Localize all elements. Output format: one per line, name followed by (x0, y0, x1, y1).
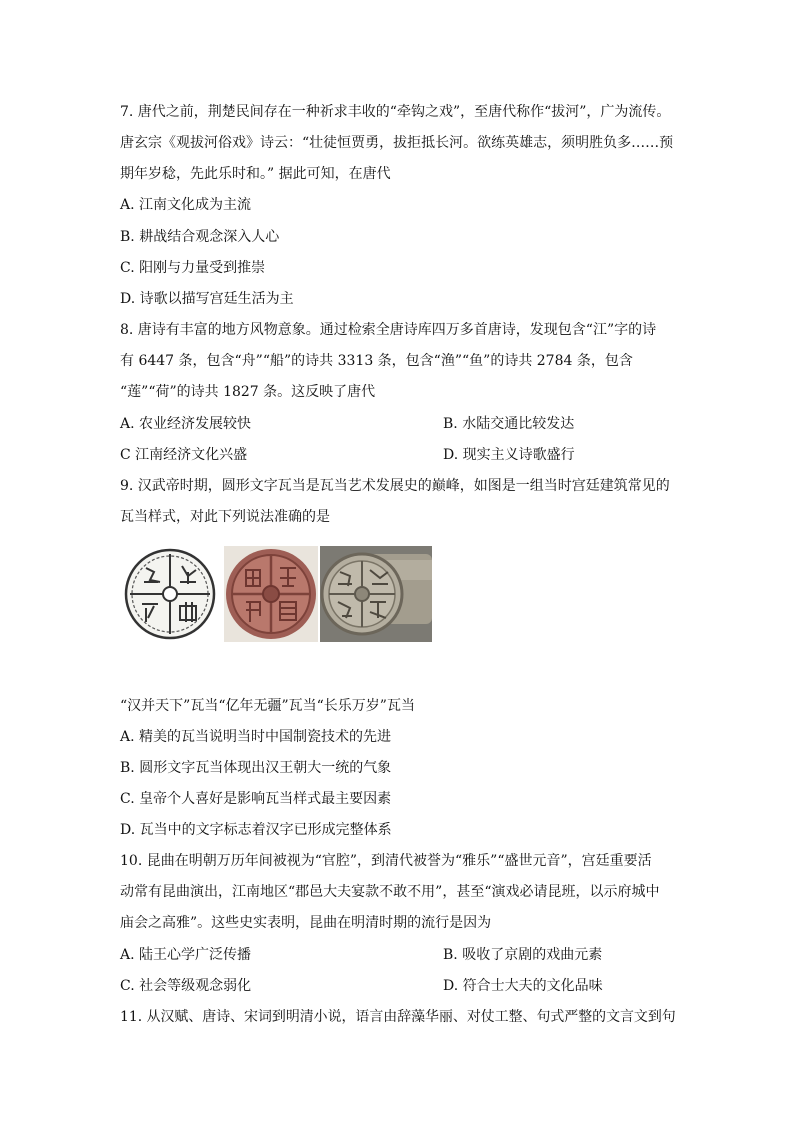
q9-line-2: 瓦当样式，对此下列说法准确的是 (120, 509, 330, 525)
q9-option-a: A. 精美的瓦当说明当时中国制瓷技术的先进 (120, 729, 392, 745)
q10-line-1: 10. 昆曲在明朝万历年间被视为“官腔”，到清代被誉为“雅乐”“盛世元音”，宫廷重要活 (120, 853, 652, 869)
q11-line-1: 11. 从汉赋、唐诗、宋词到明清小说，语言由辞藻华丽、对仗工整、句式严整的文言文到句 (120, 1009, 676, 1025)
q7-line-3: 期年岁稔，先此乐时和。” 据此可知，在唐代 (120, 166, 391, 182)
roof-tile-images (120, 546, 432, 642)
q10-option-a: A. 陆王心学广泛传播 (120, 947, 252, 963)
q7-option-a: A. 江南文化成为主流 (120, 197, 252, 213)
q8-option-a: A. 农业经济发展较快 (120, 416, 252, 432)
q10-option-c: C. 社会等级观念弱化 (120, 978, 252, 994)
longevity-joy-tile-image (320, 546, 432, 642)
q7-option-d: D. 诗歌以描写宫廷生活为主 (120, 291, 294, 307)
q9-line-1: 9. 汉武帝时期，圆形文字瓦当是瓦当艺术发展史的巅峰，如图是一组当时宫廷建筑常见的 (120, 478, 670, 494)
q8-line-2: 有 6447 条，包含“舟”“船”的诗共 3313 条，包含“渔”“鱼”的诗共 2784 条，包含 (120, 353, 633, 369)
q8-line-1: 8. 唐诗有丰富的地方风物意象。通过检索全唐诗库四万多首唐诗，发现包含“江”字的诗 (120, 322, 657, 338)
q7-line-2: 唐玄宗《观拔河俗戏》诗云：“壮徒恒贾勇，拔拒抵长河。欲练英雄志，须明胜负多……预 (120, 135, 674, 151)
q9-option-b: B. 圆形文字瓦当体现出汉王朝大一统的气象 (120, 760, 392, 776)
q10-line-2: 动常有昆曲演出，江南地区“郡邑大夫宴款不敢不用”，甚至“演戏必请昆班，以示府城中 (120, 884, 660, 900)
q9-option-d: D. 瓦当中的文字标志着汉字已形成完整体系 (120, 822, 392, 838)
q8-line-3: “莲”“荷”的诗共 1827 条。这反映了唐代 (120, 384, 376, 400)
q7-option-c: C. 阳刚与力量受到推崇 (120, 260, 266, 276)
q10-option-d: D. 符合士大夫的文化品味 (443, 978, 603, 994)
q9-image-caption: “汉并天下”瓦当“亿年无疆”瓦当“长乐万岁”瓦当 (120, 698, 415, 714)
q7-option-b: B. 耕战结合观念深入人心 (120, 229, 280, 245)
q8-option-c: C 江南经济文化兴盛 (120, 447, 248, 463)
han-unify-tile-image (120, 546, 220, 642)
q8-option-b: B. 水陆交通比较发达 (443, 416, 575, 432)
q9-option-c: C. 皇帝个人喜好是影响瓦当样式最主要因素 (120, 791, 392, 807)
q10-option-b: B. 吸收了京剧的戏曲元素 (443, 947, 603, 963)
q8-option-d: D. 现实主义诗歌盛行 (443, 447, 575, 463)
q10-line-3: 庙会之高雅”。这些史实表明，昆曲在明清时期的流行是因为 (120, 915, 492, 931)
eternal-years-tile-image (224, 546, 318, 642)
q7-line-1: 7. 唐代之前，荆楚民间存在一种祈求丰收的“牵钩之戏”，至唐代称作“拔河”，广为流传。 (120, 104, 671, 120)
